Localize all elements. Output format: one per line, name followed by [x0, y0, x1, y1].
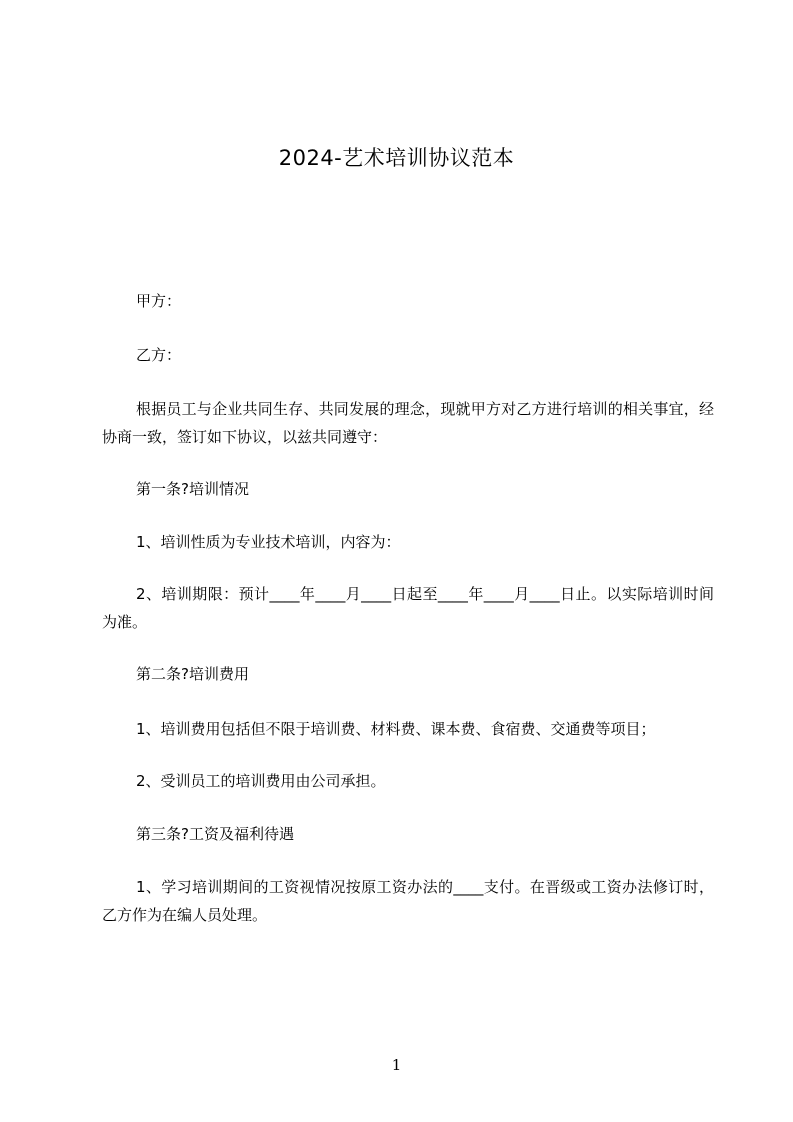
- document-title: 2024-艺术培训协议范本: [278, 146, 515, 170]
- intro-paragraph: 根据员工与企业共同生存、共同发展的理念，现就甲方对乙方进行培训的相关事宜，经协商一致，签订如下协议，以兹共同遵守：: [102, 400, 714, 446]
- article-3-item-1: 1、学习培训期间的工资视情况按原工资办法的____支付。在晋级或工资办法修订时，乙方作为在编人员处理。: [102, 878, 714, 924]
- article-2-heading: 第二条?培训费用: [136, 665, 249, 683]
- article-2-item-1: 1、培训费用包括但不限于培训费、材料费、课本费、食宿费、交通费等项目；: [136, 720, 656, 738]
- article-3-heading: 第三条?工资及福利待遇: [136, 825, 294, 843]
- article-1-item-2: 2、培训期限：预计____年____月____日起至____年____月____日止。以实际培训时间为准。: [102, 585, 714, 631]
- article-1-item-1: 1、培训性质为专业技术培训，内容为：: [136, 533, 401, 551]
- article-1-heading: 第一条?培训情况: [136, 480, 249, 498]
- party-b-line: 乙方：: [136, 346, 182, 364]
- party-a-line: 甲方：: [136, 292, 182, 310]
- page-number: 1: [391, 1056, 402, 1074]
- article-2-item-2: 2、受训员工的培训费用由公司承担。: [136, 772, 386, 790]
